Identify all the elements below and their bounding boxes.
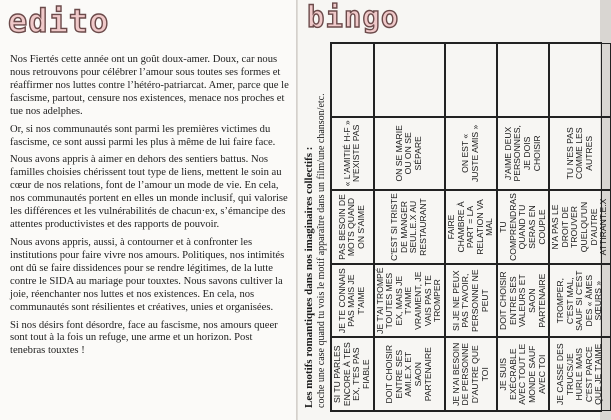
bingo-cell[interactable]: ON SE MARIE OU ON SE SÉPARE — [374, 117, 445, 191]
bingo-cell[interactable]: TROMPER, C'EST MAL, SAUF SI C'EST DES « ÂMES SŒURS » — [549, 264, 611, 338]
bingo-cell[interactable] — [331, 43, 374, 117]
bingo-cell[interactable]: ON EST « JUSTE AMIS » — [445, 117, 497, 191]
bingo-heading: Les motifs romantiques dans nos imaginaires collectifs : — [303, 146, 315, 408]
edito-text — [10, 54, 290, 363]
left-page — [0, 0, 298, 420]
bingo-title: bingo — [307, 0, 400, 34]
bingo-cell[interactable]: DOIT CHOISIR ENTRE SES AMI.E.X ET SAON PARTENAIRE — [374, 337, 445, 411]
bingo-cell[interactable]: PAS BESOIN DE MOTS QUAND ON S'AIME — [331, 190, 374, 264]
bingo-cell[interactable]: JE CASSE DES TRUCS/JE HURLE MAIS C'EST PARCE QUE JE T'AIME — [549, 337, 611, 411]
bingo-cell[interactable]: TU COMPRENDRAS QUAND TU SERAS EN COUPLE — [497, 190, 549, 264]
bingo-cell[interactable]: DOIT CHOISIR ENTRE SES VALEURS ET SAON PARTENAIRE — [497, 264, 549, 338]
bingo-cell[interactable]: JE SUIS EXÉCRABLE AVEC TOUT LE MONDE SAUF AVEC TOI — [497, 337, 549, 411]
bingo-cell[interactable]: N'A PAS LE DROIT DE TROUVER QUELQU'UN D'AUTRE ATTIRANT.E.X — [549, 190, 611, 264]
bingo-cell[interactable]: FAIRE CHAMBRE À PART = LA RELATION VA MAL — [445, 190, 497, 264]
bingo-grid — [330, 42, 609, 412]
bingo-cell[interactable]: JE TE CONNAIS PAS MAIS JE T'AIME — [331, 264, 374, 338]
bingo-rotated-block — [302, 42, 609, 412]
bingo-cell[interactable]: JE N'AI BESOIN DE PERSONNE D'AUTRE QUE TOI — [445, 337, 497, 411]
edito-title: edito — [8, 2, 110, 40]
bingo-cell[interactable]: SI TU PARLES ENCORE À TES EX, T'ES PAS FIABLE — [331, 337, 374, 411]
bingo-cell[interactable] — [549, 43, 611, 117]
edito-paragraph: Nous avons appris à aimer en dehors des sentiers battus. Nos familles choisies chérissent tout type de liens, mettent le soin au cœur de nos relations, font de l’amour un mode de vie. En cela, nos communautés portent en elles un monde inclusif, qui valorise les différences et les vulnérabilités de chacun·ex, s’émancipe des attentes productivistes et des rapports de pouvoir. — [10, 154, 288, 231]
bingo-header — [302, 42, 330, 412]
bingo-cell[interactable]: JE T'AI TROMPÉ TOUTES MES EX, MAIS JE T'AIME VRAIMENT, JE VAIS PAS TE TROMPER — [374, 264, 445, 338]
bingo-cell[interactable]: SI JE NE PEUX PAS T'AVOIR, PERSONNE NE PEUT — [445, 264, 497, 338]
bingo-cell[interactable]: C'EST SI TRISTE DE MANGER SEUL.E.X AU RESTAURANT — [374, 190, 445, 264]
bingo-instruction: coche une case quand tu vois le motif apparaître dans un film/une chanson/etc. — [316, 93, 327, 408]
edito-paragraph: Or, si nos communautés sont parmi les premières victimes du fascisme, ce sont aussi parmi les plus à même de lui faire face. — [10, 123, 276, 148]
bingo-cell[interactable] — [445, 43, 497, 117]
right-page — [298, 0, 609, 420]
bingo-cell[interactable]: TU N'ES PAS COMME LES AUTRES — [549, 117, 611, 191]
bingo-cell[interactable]: J'AIME DEUX PERSONNES, JE DOIS CHOISIR — [497, 117, 549, 191]
edito-paragraph: Si nos désirs font désordre, face au fascisme, nos amours queer sont tout à la fois un refuge, une arme et un horizon. Post tenebras touxtes ! — [10, 319, 278, 357]
edito-paragraph: Nous avons appris, aussi, à contourner et à confronter les institutions pour faire vivre nos amours. Politiques, nos intimités ont dû se faire dissidences pour se rendre légitimes, de la lutte contre le SIDA au mariage pour touxtes. Nous savons cultiver la joie, réenchanter nos luttes et nos existences. En cela, nos communautés sont résilientes et créatives, unies et organisées. — [10, 236, 285, 313]
bingo-cell[interactable]: « L'AMITIÉ H-F » N'EXISTE PAS — [331, 117, 374, 191]
edito-paragraph: Nos Fiertés cette année ont un goût doux-amer. Doux, car nous nous retrouvons pour célébrer l’amour sous toutes ses formes et réaffirmer nos luttes contre l’hétéro-patriarcat. Amer, parce que le fascisme, partout, censure nos existences, menace nos proches et tue nos adelphes. — [10, 54, 289, 117]
bingo-cell[interactable] — [497, 43, 549, 117]
bingo-cell[interactable] — [374, 43, 445, 117]
